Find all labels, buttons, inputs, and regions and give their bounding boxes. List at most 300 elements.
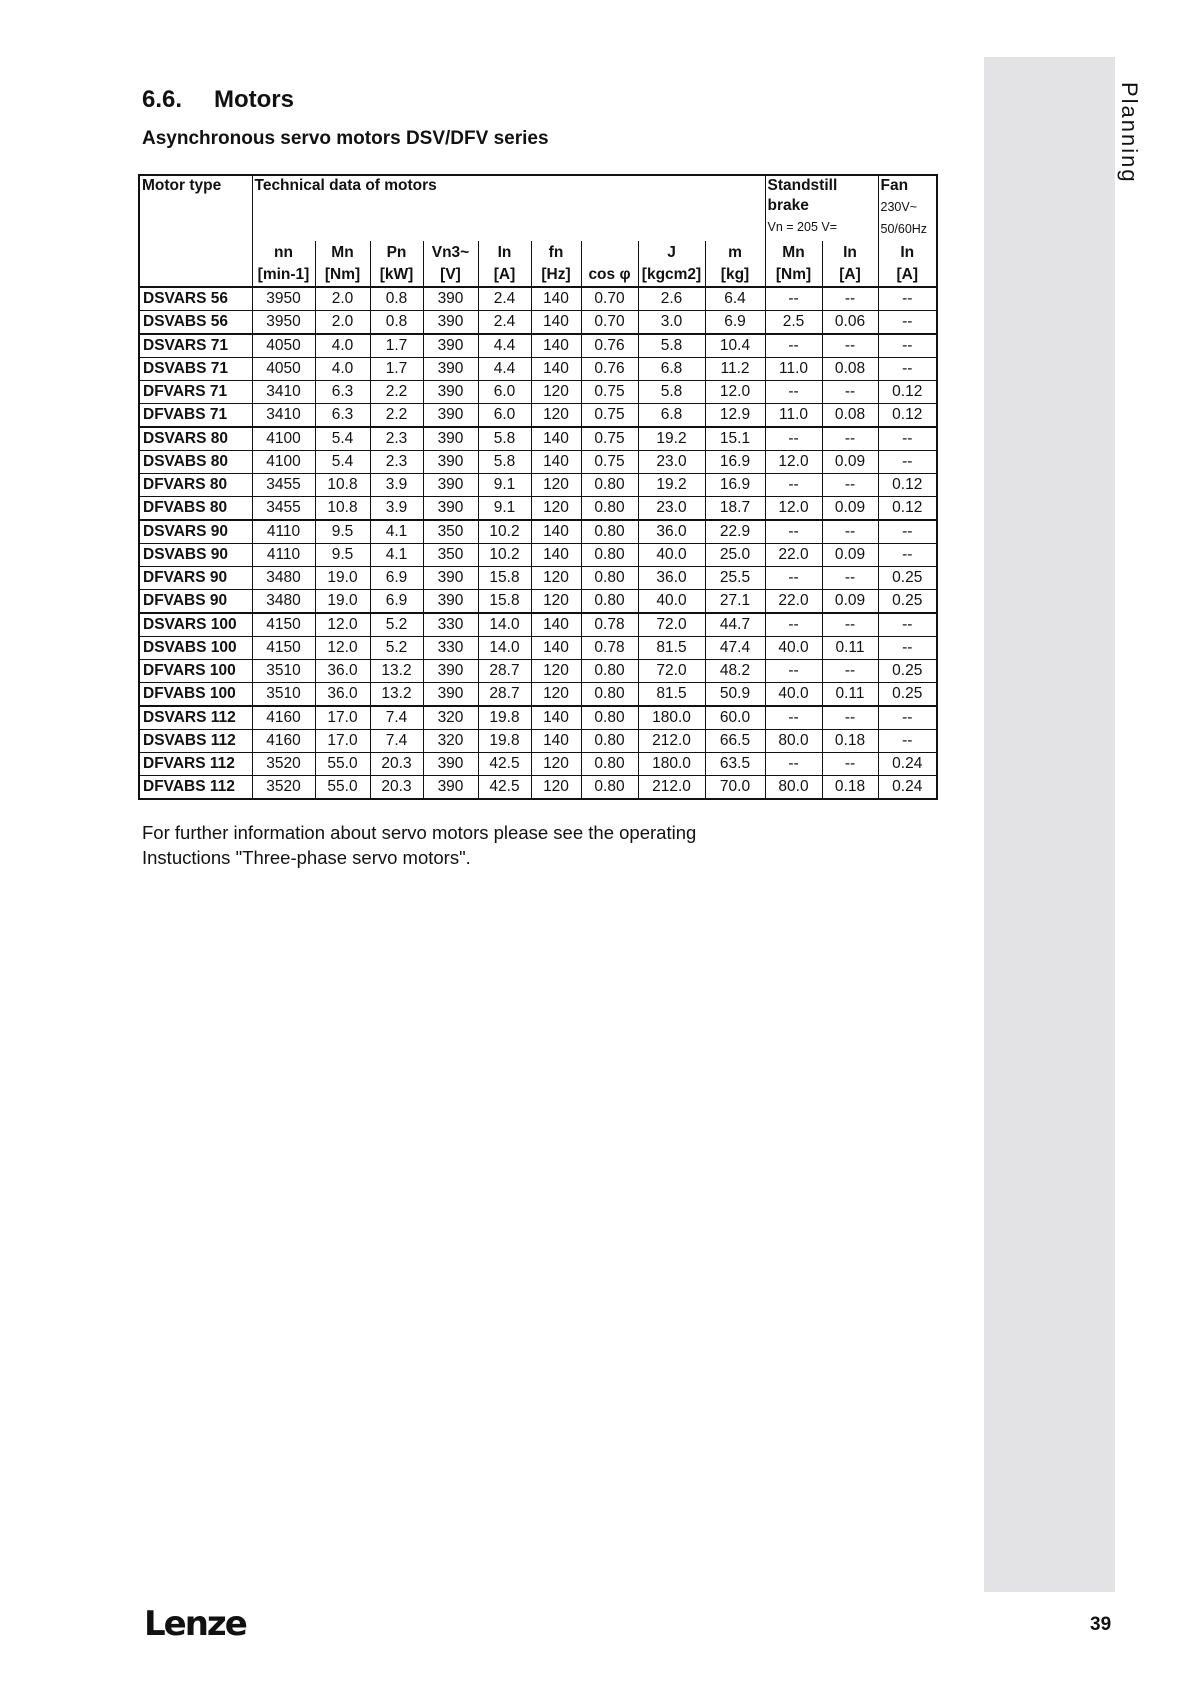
table-row [139, 427, 937, 451]
data-cell: 140 [531, 287, 581, 311]
data-cell: 120 [531, 660, 581, 683]
column-unit: [A] [839, 266, 861, 283]
column-header [478, 241, 531, 287]
data-cell: 390 [423, 381, 478, 404]
data-cell: 390 [423, 660, 478, 683]
table-row [139, 706, 937, 730]
data-cell: 320 [423, 706, 478, 730]
table-row [139, 334, 937, 358]
data-cell: 5.8 [478, 427, 531, 451]
data-cell: -- [878, 358, 937, 381]
data-cell: 4100 [252, 427, 315, 451]
data-cell: 12.0 [315, 637, 370, 660]
column-unit: [kg] [720, 266, 750, 283]
data-cell: 390 [423, 474, 478, 497]
data-cell: 15.8 [478, 567, 531, 590]
data-cell: 16.9 [705, 474, 765, 497]
column-header [370, 241, 423, 287]
data-cell: 17.0 [315, 706, 370, 730]
data-cell: 4150 [252, 637, 315, 660]
fan-note-voltage: 230V~ [880, 200, 917, 214]
table-row [139, 497, 937, 521]
lenze-logo: Lenze [144, 1604, 246, 1644]
data-cell: 0.08 [822, 358, 878, 381]
data-cell: 120 [531, 381, 581, 404]
column-header [423, 241, 478, 287]
table-row [139, 637, 937, 660]
data-cell: 0.80 [581, 474, 638, 497]
data-cell: 390 [423, 427, 478, 451]
data-cell: 4110 [252, 544, 315, 567]
data-cell: 0.24 [878, 753, 937, 776]
data-cell: -- [765, 474, 822, 497]
data-cell: 0.80 [581, 497, 638, 521]
data-cell: 390 [423, 497, 478, 521]
header-fan [878, 175, 937, 241]
data-cell: 12.0 [705, 381, 765, 404]
data-cell: -- [765, 567, 822, 590]
header-standstill-brake [765, 175, 878, 241]
data-cell: 42.5 [478, 776, 531, 800]
data-cell: 0.78 [581, 637, 638, 660]
data-cell: 4050 [252, 358, 315, 381]
data-cell: 0.09 [822, 544, 878, 567]
data-cell: 19.0 [315, 590, 370, 614]
data-cell: -- [822, 334, 878, 358]
data-cell: 5.8 [638, 381, 705, 404]
data-cell: 14.0 [478, 637, 531, 660]
data-cell: 15.1 [705, 427, 765, 451]
data-cell: 390 [423, 776, 478, 800]
data-cell: 44.7 [705, 613, 765, 637]
data-cell: 390 [423, 567, 478, 590]
motor-type-cell: DFVABS 100 [139, 683, 252, 707]
data-cell: 23.0 [638, 497, 705, 521]
data-cell: 1.7 [370, 358, 423, 381]
data-cell: 212.0 [638, 730, 705, 753]
column-symbol: Vn3~ [431, 244, 470, 261]
fan-note-frequency: 50/60Hz [880, 222, 928, 236]
data-cell: 0.25 [878, 590, 937, 614]
data-cell: 10.4 [705, 334, 765, 358]
column-header [705, 241, 765, 287]
data-cell: 7.4 [370, 706, 423, 730]
data-cell: 0.80 [581, 730, 638, 753]
data-cell: 120 [531, 404, 581, 428]
data-cell: 4100 [252, 451, 315, 474]
table-row [139, 474, 937, 497]
section-title: Motors [214, 86, 294, 113]
column-symbol: cos φ [588, 266, 631, 283]
column-header [315, 241, 370, 287]
data-cell: 0.18 [822, 730, 878, 753]
data-cell: 390 [423, 683, 478, 707]
column-symbol: Pn [386, 244, 407, 261]
data-cell: 3510 [252, 660, 315, 683]
data-cell: -- [878, 706, 937, 730]
data-cell: 13.2 [370, 683, 423, 707]
header-motor-type: Motor type [139, 175, 252, 287]
data-cell: 390 [423, 404, 478, 428]
table-row [139, 590, 937, 614]
data-cell: 2.0 [315, 287, 370, 311]
table-row [139, 381, 937, 404]
column-symbol: fn [548, 244, 564, 261]
data-cell: 5.8 [478, 451, 531, 474]
data-cell: 6.8 [638, 358, 705, 381]
column-header [878, 241, 937, 287]
data-cell: 7.4 [370, 730, 423, 753]
data-cell: 2.2 [370, 404, 423, 428]
data-cell: 47.4 [705, 637, 765, 660]
data-cell: -- [878, 451, 937, 474]
data-cell: 3950 [252, 311, 315, 335]
column-unit: [min-1] [257, 266, 310, 283]
data-cell: -- [765, 613, 822, 637]
column-header [638, 241, 705, 287]
data-cell: 0.08 [822, 404, 878, 428]
data-cell: 0.70 [581, 311, 638, 335]
table-row [139, 287, 937, 311]
data-cell: 66.5 [705, 730, 765, 753]
motor-type-cell: DFVARS 71 [139, 381, 252, 404]
data-cell: -- [878, 287, 937, 311]
data-cell: 120 [531, 753, 581, 776]
data-cell: 6.9 [370, 567, 423, 590]
data-cell: -- [822, 706, 878, 730]
data-cell: 18.7 [705, 497, 765, 521]
data-cell: 140 [531, 637, 581, 660]
motor-type-cell: DFVABS 80 [139, 497, 252, 521]
data-cell: 5.8 [638, 334, 705, 358]
data-cell: 2.6 [638, 287, 705, 311]
data-cell: 9.1 [478, 474, 531, 497]
data-cell: 22.0 [765, 590, 822, 614]
column-symbol: m [728, 244, 742, 261]
data-cell: -- [822, 567, 878, 590]
data-cell: 140 [531, 544, 581, 567]
data-cell: -- [765, 381, 822, 404]
data-cell: 1.7 [370, 334, 423, 358]
data-cell: 140 [531, 358, 581, 381]
motor-type-cell: DSVABS 80 [139, 451, 252, 474]
data-cell: 0.80 [581, 753, 638, 776]
data-cell: -- [765, 753, 822, 776]
column-symbol: In [900, 244, 915, 261]
data-cell: 40.0 [765, 683, 822, 707]
data-cell: 6.8 [638, 404, 705, 428]
motor-type-cell: DFVABS 71 [139, 404, 252, 428]
data-cell: 10.8 [315, 497, 370, 521]
data-cell: -- [878, 637, 937, 660]
data-cell: 11.0 [765, 404, 822, 428]
data-cell: -- [822, 474, 878, 497]
data-cell: 140 [531, 427, 581, 451]
data-cell: 20.3 [370, 776, 423, 800]
motor-type-cell: DSVABS 112 [139, 730, 252, 753]
data-cell: 42.5 [478, 753, 531, 776]
data-cell: 12.9 [705, 404, 765, 428]
side-tab-label: Planning [1117, 82, 1142, 184]
motor-data-table [138, 174, 938, 800]
data-cell: 0.70 [581, 287, 638, 311]
side-tab-bar [984, 57, 1115, 1592]
data-cell: 4050 [252, 334, 315, 358]
table-row [139, 683, 937, 707]
data-cell: 0.11 [822, 637, 878, 660]
data-cell: 9.1 [478, 497, 531, 521]
data-cell: -- [822, 660, 878, 683]
column-symbol: J [667, 244, 676, 261]
data-cell: 60.0 [705, 706, 765, 730]
data-cell: 72.0 [638, 613, 705, 637]
table-row [139, 451, 937, 474]
data-cell: 3.0 [638, 311, 705, 335]
data-cell: 6.9 [370, 590, 423, 614]
column-symbol: Mn [331, 244, 354, 261]
data-cell: 350 [423, 544, 478, 567]
data-cell: 330 [423, 613, 478, 637]
data-cell: 19.8 [478, 730, 531, 753]
data-cell: 140 [531, 730, 581, 753]
data-cell: -- [765, 520, 822, 544]
data-cell: -- [822, 613, 878, 637]
table-row [139, 776, 937, 800]
data-cell: 36.0 [315, 683, 370, 707]
data-cell: 0.80 [581, 660, 638, 683]
data-cell: 4110 [252, 520, 315, 544]
data-cell: 0.8 [370, 311, 423, 335]
data-cell: 9.5 [315, 544, 370, 567]
data-cell: 120 [531, 776, 581, 800]
data-cell: 140 [531, 613, 581, 637]
data-cell: 2.4 [478, 287, 531, 311]
data-cell: 4.4 [478, 334, 531, 358]
data-cell: 5.2 [370, 613, 423, 637]
header-technical-data: Technical data of motors [252, 175, 765, 241]
motor-type-cell: DSVABS 71 [139, 358, 252, 381]
data-cell: 140 [531, 706, 581, 730]
motor-type-cell: DSVARS 90 [139, 520, 252, 544]
data-cell: 0.80 [581, 683, 638, 707]
data-cell: 320 [423, 730, 478, 753]
motor-type-cell: DSVABS 56 [139, 311, 252, 335]
data-cell: 4.0 [315, 334, 370, 358]
data-cell: 19.8 [478, 706, 531, 730]
data-cell: 81.5 [638, 683, 705, 707]
column-unit: [Nm] [324, 266, 361, 283]
section-number: 6.6. [142, 86, 183, 113]
column-unit: [A] [896, 266, 919, 283]
column-unit: [kW] [379, 266, 414, 283]
data-cell: 4150 [252, 613, 315, 637]
data-cell: 50.9 [705, 683, 765, 707]
data-cell: 390 [423, 311, 478, 335]
data-cell: 0.09 [822, 451, 878, 474]
data-cell: 2.5 [765, 311, 822, 335]
data-cell: 4.0 [315, 358, 370, 381]
data-cell: 19.2 [638, 427, 705, 451]
data-cell: 120 [531, 497, 581, 521]
data-cell: 48.2 [705, 660, 765, 683]
data-cell: 55.0 [315, 776, 370, 800]
data-cell: 0.80 [581, 706, 638, 730]
column-unit: [kgcm2] [641, 266, 702, 283]
data-cell: -- [822, 427, 878, 451]
data-cell: 23.0 [638, 451, 705, 474]
data-cell: 2.4 [478, 311, 531, 335]
data-cell: 330 [423, 637, 478, 660]
column-symbol: In [497, 244, 512, 261]
data-cell: 55.0 [315, 753, 370, 776]
brake-title: Standstill brake [767, 177, 838, 214]
data-cell: 4.1 [370, 544, 423, 567]
column-header [581, 241, 638, 287]
data-cell: 0.75 [581, 451, 638, 474]
data-cell: 12.0 [765, 451, 822, 474]
motor-type-cell: DSVARS 80 [139, 427, 252, 451]
data-cell: 22.9 [705, 520, 765, 544]
data-cell: 3520 [252, 753, 315, 776]
data-cell: 0.80 [581, 567, 638, 590]
data-cell: 15.8 [478, 590, 531, 614]
data-cell: 0.11 [822, 683, 878, 707]
data-cell: 0.09 [822, 497, 878, 521]
data-cell: 20.3 [370, 753, 423, 776]
table-row [139, 520, 937, 544]
data-cell: 3950 [252, 287, 315, 311]
data-cell: 0.12 [878, 474, 937, 497]
data-cell: 10.8 [315, 474, 370, 497]
data-cell: 4160 [252, 706, 315, 730]
brake-note: Vn = 205 V= [767, 220, 838, 234]
data-cell: 350 [423, 520, 478, 544]
data-cell: 140 [531, 520, 581, 544]
data-cell: -- [822, 520, 878, 544]
data-cell: 40.0 [638, 590, 705, 614]
column-unit: [A] [493, 266, 516, 283]
data-cell: 4.1 [370, 520, 423, 544]
table-row [139, 753, 937, 776]
table-row [139, 311, 937, 335]
data-cell: 72.0 [638, 660, 705, 683]
data-cell: -- [878, 311, 937, 335]
column-header [822, 241, 878, 287]
column-symbol: nn [274, 244, 293, 261]
data-cell: 3510 [252, 683, 315, 707]
motor-type-cell: DSVARS 56 [139, 287, 252, 311]
data-cell: -- [765, 427, 822, 451]
data-cell: 390 [423, 358, 478, 381]
data-cell: 120 [531, 567, 581, 590]
data-cell: 40.0 [638, 544, 705, 567]
data-cell: -- [765, 287, 822, 311]
data-cell: 3410 [252, 404, 315, 428]
data-cell: 22.0 [765, 544, 822, 567]
motor-type-cell: DSVABS 100 [139, 637, 252, 660]
data-cell: 10.2 [478, 544, 531, 567]
data-cell: 180.0 [638, 706, 705, 730]
data-cell: 3.9 [370, 497, 423, 521]
data-cell: 6.3 [315, 381, 370, 404]
data-cell: -- [822, 381, 878, 404]
data-cell: 36.0 [638, 520, 705, 544]
motor-type-cell: DSVARS 71 [139, 334, 252, 358]
data-cell: 3.9 [370, 474, 423, 497]
data-cell: 28.7 [478, 660, 531, 683]
data-cell: 0.25 [878, 660, 937, 683]
fan-title: Fan [880, 177, 909, 194]
data-cell: 0.12 [878, 381, 937, 404]
data-cell: 6.3 [315, 404, 370, 428]
data-cell: -- [878, 544, 937, 567]
table-row [139, 544, 937, 567]
motor-type-cell: DFVARS 112 [139, 753, 252, 776]
column-unit: [Hz] [541, 266, 571, 283]
data-cell: 0.8 [370, 287, 423, 311]
data-cell: 390 [423, 334, 478, 358]
data-cell: 390 [423, 590, 478, 614]
data-cell: 0.76 [581, 358, 638, 381]
data-cell: 120 [531, 474, 581, 497]
data-cell: 80.0 [765, 730, 822, 753]
data-cell: 180.0 [638, 753, 705, 776]
data-cell: 0.80 [581, 520, 638, 544]
data-cell: -- [822, 287, 878, 311]
data-cell: 11.2 [705, 358, 765, 381]
data-cell: 2.3 [370, 427, 423, 451]
data-cell: 5.4 [315, 451, 370, 474]
data-cell: 120 [531, 683, 581, 707]
table-row [139, 404, 937, 428]
column-unit: [V] [440, 266, 461, 283]
data-cell: -- [878, 334, 937, 358]
column-header [531, 241, 581, 287]
data-cell: 6.9 [705, 311, 765, 335]
data-cell: 3410 [252, 381, 315, 404]
data-cell: 12.0 [315, 613, 370, 637]
data-cell: 0.80 [581, 590, 638, 614]
table-row [139, 730, 937, 753]
data-cell: 0.24 [878, 776, 937, 800]
data-cell: 70.0 [705, 776, 765, 800]
data-cell: 3455 [252, 497, 315, 521]
data-cell: 10.2 [478, 520, 531, 544]
data-cell: 16.9 [705, 451, 765, 474]
data-cell: 3520 [252, 776, 315, 800]
data-cell: 0.78 [581, 613, 638, 637]
column-symbol: Mn [782, 244, 805, 261]
data-cell: -- [765, 334, 822, 358]
motor-type-cell: DFVARS 90 [139, 567, 252, 590]
data-cell: 390 [423, 451, 478, 474]
table-row [139, 567, 937, 590]
data-cell: 2.0 [315, 311, 370, 335]
data-cell: 19.0 [315, 567, 370, 590]
data-cell: 0.18 [822, 776, 878, 800]
data-cell: 3455 [252, 474, 315, 497]
data-cell: -- [765, 660, 822, 683]
motor-type-cell: DFVARS 80 [139, 474, 252, 497]
data-cell: 0.09 [822, 590, 878, 614]
column-header [252, 241, 315, 287]
data-cell: 2.2 [370, 381, 423, 404]
data-cell: 0.80 [581, 544, 638, 567]
subtitle: Asynchronous servo motors DSV/DFV series [142, 128, 549, 149]
data-cell: 28.7 [478, 683, 531, 707]
data-cell: 120 [531, 590, 581, 614]
data-cell: 0.80 [581, 776, 638, 800]
